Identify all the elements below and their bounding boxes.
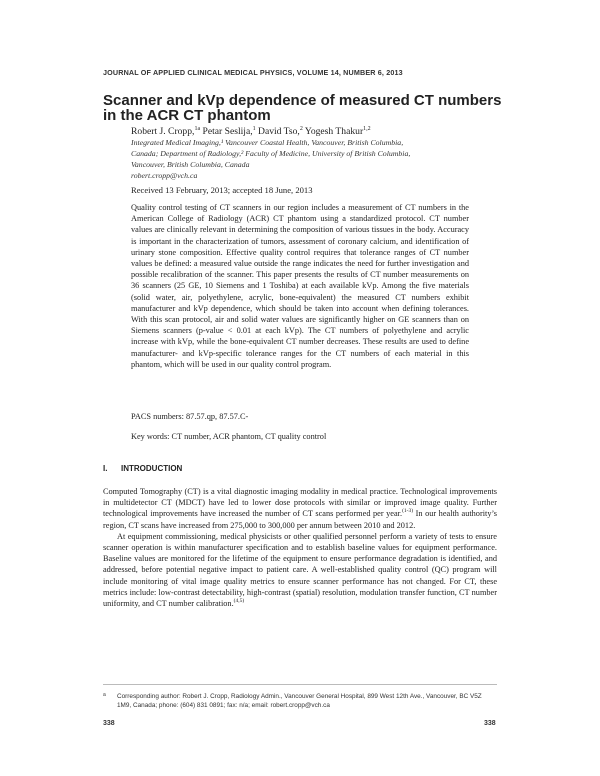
article-title: Scanner and kVp dependence of measured CT numbers in the ACR CT phantom	[103, 92, 502, 124]
paragraph: At equipment commissioning, medical physicists or other qualified personnel perform a variety of tests to ensure scanner operation is within manufacturer specification and to establish baseline values for equipment performance. Baseline values are monitored for the lifetime of the equipment to ensure performance degradation is identified, and addressed, before potential negative impact to patient care. A well-established quality control (QC) program will include monitoring of vital image quality metrics to ensure scanner performance has not changed. For CT, these metrics include: low-contrast detectability, high-contrast (spatial) resolution, modulation transfer function, CT number uniformity, and CT number calibration.$^{(4,5)}$	[103, 531, 497, 609]
citation: (1-3)	[402, 508, 414, 515]
footnote-text: Corresponding author: Robert J. Cropp, Radiology Admin., Vancouver General Hospital, 899 West 12th Ave., Vancouver, BC V5Z 1M9, Canada; phone: (604) 831 0891; fax: n/a; email: robert.cropp@vch.ca	[117, 693, 482, 709]
page-number-right: 338	[484, 720, 496, 727]
footnote	[103, 692, 497, 710]
author-name: Petar Seslija,	[202, 126, 253, 138]
section-heading	[103, 464, 182, 473]
author-affiliation-mark: 2	[299, 126, 303, 132]
author-affiliation-mark: 1	[252, 126, 256, 132]
keywords: Key words: CT number, ACR phantom, CT quality control	[131, 432, 327, 441]
affiliation-line: Vancouver, British Columbia, Canada	[131, 160, 250, 169]
footnote-mark: a	[103, 692, 106, 698]
paragraph: Computed Tomography (CT) is a vital diagnostic imaging modality in medical practice. Technological improvements in multidetector CT (MDCT) have led to lower dose protocols with similar or improved image quality. Further technological improvements have increased the number of CT scans performed per year.$^{(1-3)}$ In our health authority’s region, CT scans have increased from 275,000 to 300,000 per annum between 2010 and 2012.	[103, 487, 497, 530]
journal-header: JOURNAL OF APPLIED CLINICAL MEDICAL PHYSICS, VOLUME 14, NUMBER 6, 2013	[103, 68, 403, 77]
author-email: robert.cropp@vch.ca	[131, 171, 198, 180]
introduction-body	[103, 486, 497, 609]
received-dates: Received 13 February, 2013; accepted 18 June, 2013	[131, 185, 313, 195]
page-number-left: 338	[103, 720, 115, 727]
footnote-divider	[103, 684, 497, 685]
affiliation-line: Canada; Department of Radiology,² Faculty of Medicine, University of British Columbia,	[131, 149, 411, 158]
author-affiliation-mark: 1a	[194, 126, 201, 132]
abstract: Quality control testing of CT scanners in our region includes a measurement of CT numbers in the American College of Radiology (ACR) CT phantom using a standardized protocol. CT number values are clinically relevant in determining the composition of various tissues in the body. Accuracy is important in the characterization of tumors, assessment of coronary calcium, and identification of urinary stone composition. Effective quality control requires that tolerance ranges of CT number values be defined: a measured value outside the range indicates the need for further investigation and possible recalibration of the scanner. This paper presents the results of CT number measurements on 36 scanners (25 GE, 10 Siemens and 1 Toshiba) at each available kVp. Among the five materials (solid water, air, polyethylene, acrylic, bone-equivalent) the measured CT numbers exhibit manufacturer and kVp dependence, which should be taken into account when defining tolerances. With this scan protocol, air and solid water values are significantly higher on GE scanners than on Siemens scanners (p-value < 0.01 at each kVp). The CT numbers of polyethylene and acrylic increase with kVp, while the bone-equivalent CT number decreases. These results are used to define manufacturer- and kVp-specific tolerance ranges for the CT numbers of each material in this phantom, which will be used in our quality control program.	[131, 203, 469, 369]
citation: (4,5)	[233, 598, 245, 605]
author-name: Yogesh Thakur	[304, 126, 364, 138]
author-affiliation-mark: 1,2	[363, 126, 371, 132]
author-name: David Tso,	[258, 126, 300, 138]
pacs-numbers: PACS numbers: 87.57.qp, 87.57.C-	[131, 412, 249, 421]
affiliation-line: Integrated Medical Imaging,¹ Vancouver Coastal Health, Vancouver, British Columbia,	[131, 138, 404, 147]
author-name: Robert J. Cropp,	[131, 126, 195, 138]
section-title: INTRODUCTION	[121, 464, 183, 473]
section-number: I.	[103, 464, 108, 473]
author-list	[131, 126, 371, 137]
